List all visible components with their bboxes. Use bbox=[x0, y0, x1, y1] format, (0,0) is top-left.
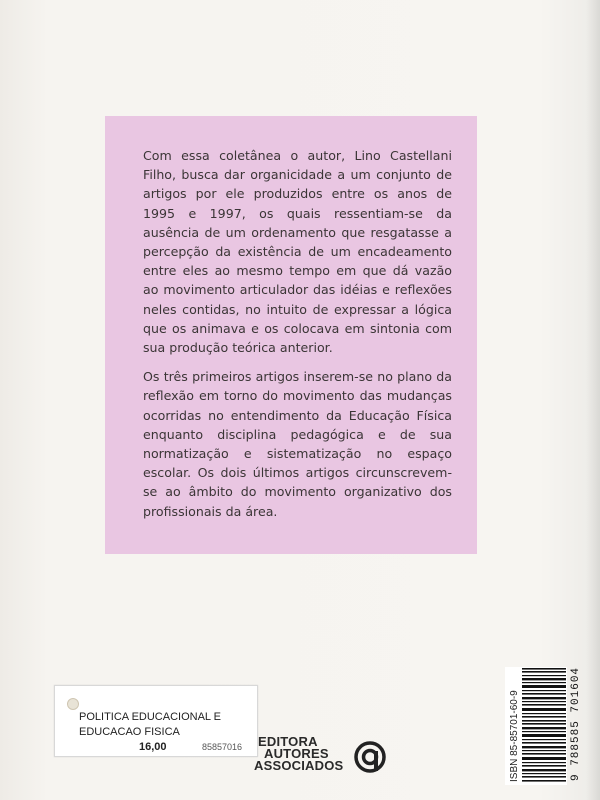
blurb-paragraph-2: Os três primeiros artigos inserem-se no plano da reflexão em torno do movimento das mudanças ocorridas no entendimento da Educação Física enquanto disciplina pedagógica e de sua normatização e sistematização no espaço escolar. Os dois últimos artigos circunscrevem-se ao âmbito do movimento organizativo dos profissionais da área. bbox=[143, 369, 452, 519]
isbn-label: ISBN 85-85701-60-9 bbox=[509, 690, 520, 782]
sticker-code: 8585701​6 bbox=[202, 742, 243, 752]
publisher-logo bbox=[254, 735, 384, 777]
publisher-line-2: AUTORES bbox=[264, 746, 329, 761]
blurb-text bbox=[143, 146, 452, 521]
publisher-line-3: ASSOCIADOS bbox=[254, 758, 344, 773]
sticker-hole bbox=[67, 698, 79, 710]
barcode-icon bbox=[522, 668, 566, 782]
sticker-price: 16,00 bbox=[139, 741, 167, 753]
sticker-title-line-1: POLITICA EDUCACIONAL E bbox=[79, 711, 222, 723]
barcode-digits: 9 788585 701604 bbox=[570, 666, 582, 781]
publisher-a-mark-icon bbox=[354, 735, 386, 775]
spine-shadow bbox=[586, 0, 600, 800]
sticker-title-line-2: EDUCACAO FISICA bbox=[79, 726, 180, 738]
publisher-line-1: EDITORA bbox=[258, 734, 318, 749]
blurb-paragraph-1: Com essa coletânea o autor, Lino Castellani Filho, busca dar organicidade a um conjunto de artigos por ele produzidos entre os anos de 1995 e 1997, os quais ressentiam-se da ausência de um ordenamento que resgatasse a percepção da existência de um encadeamento entre eles ao mesmo tempo em que dá vazão ao movimento articulador das idéias e reflexões neles contidas, no intuito de expressar a lógica que os animava e os colocava em sintonia com sua produção teórica anterior. bbox=[143, 148, 452, 356]
